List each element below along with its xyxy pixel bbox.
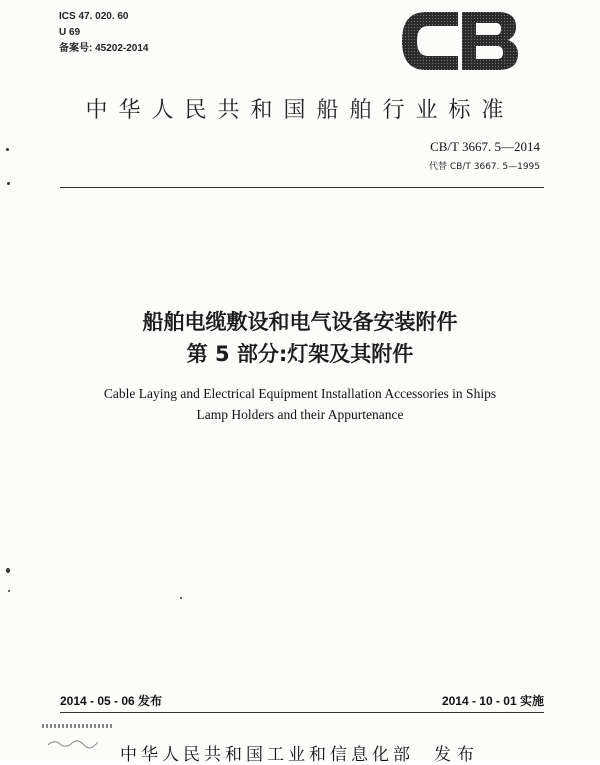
signature-mark bbox=[46, 736, 106, 750]
implementation-date: 2014 - 10 - 01 实施 bbox=[441, 694, 544, 708]
classification-block bbox=[59, 9, 149, 57]
scan-speck bbox=[7, 182, 10, 185]
ics-code: ICS 47. 020. 60 bbox=[59, 11, 129, 22]
header-divider bbox=[60, 187, 544, 188]
title-en-line-1: Cable Laying and Electrical Equipment Installation Accessories in Ships bbox=[103, 386, 497, 401]
filing-number: 备案号: 45202-2014 bbox=[59, 43, 149, 54]
replaced-standard: 代替 CB/T 3667. 5—1995 bbox=[429, 162, 540, 172]
footer-divider bbox=[60, 712, 544, 713]
title-en-line-2: Lamp Holders and their Appurtenance bbox=[196, 407, 404, 422]
scan-speck bbox=[8, 590, 10, 592]
publisher-action: 发布 bbox=[434, 745, 480, 765]
publisher-name: 中华人民共和国工业和信息化部 bbox=[120, 745, 414, 765]
issue-date: 2014 - 05 - 06 发布 bbox=[60, 694, 163, 708]
scan-speck bbox=[180, 597, 182, 599]
standard-number: CB/T 3667. 5—2014 bbox=[430, 139, 540, 154]
stamp-mark bbox=[42, 724, 112, 728]
organization-title: 中华人民共和国船舶行业标准 bbox=[85, 98, 515, 123]
scan-speck bbox=[6, 568, 10, 573]
title-cn-line-1: 船舶电缆敷设和电气设备安装附件 bbox=[142, 310, 458, 334]
title-cn-line-2: 第 5 部分:灯架及其附件 bbox=[186, 342, 414, 366]
cb-logo-icon bbox=[398, 8, 520, 74]
scan-speck bbox=[6, 148, 9, 151]
class-code: U 69 bbox=[59, 27, 81, 38]
